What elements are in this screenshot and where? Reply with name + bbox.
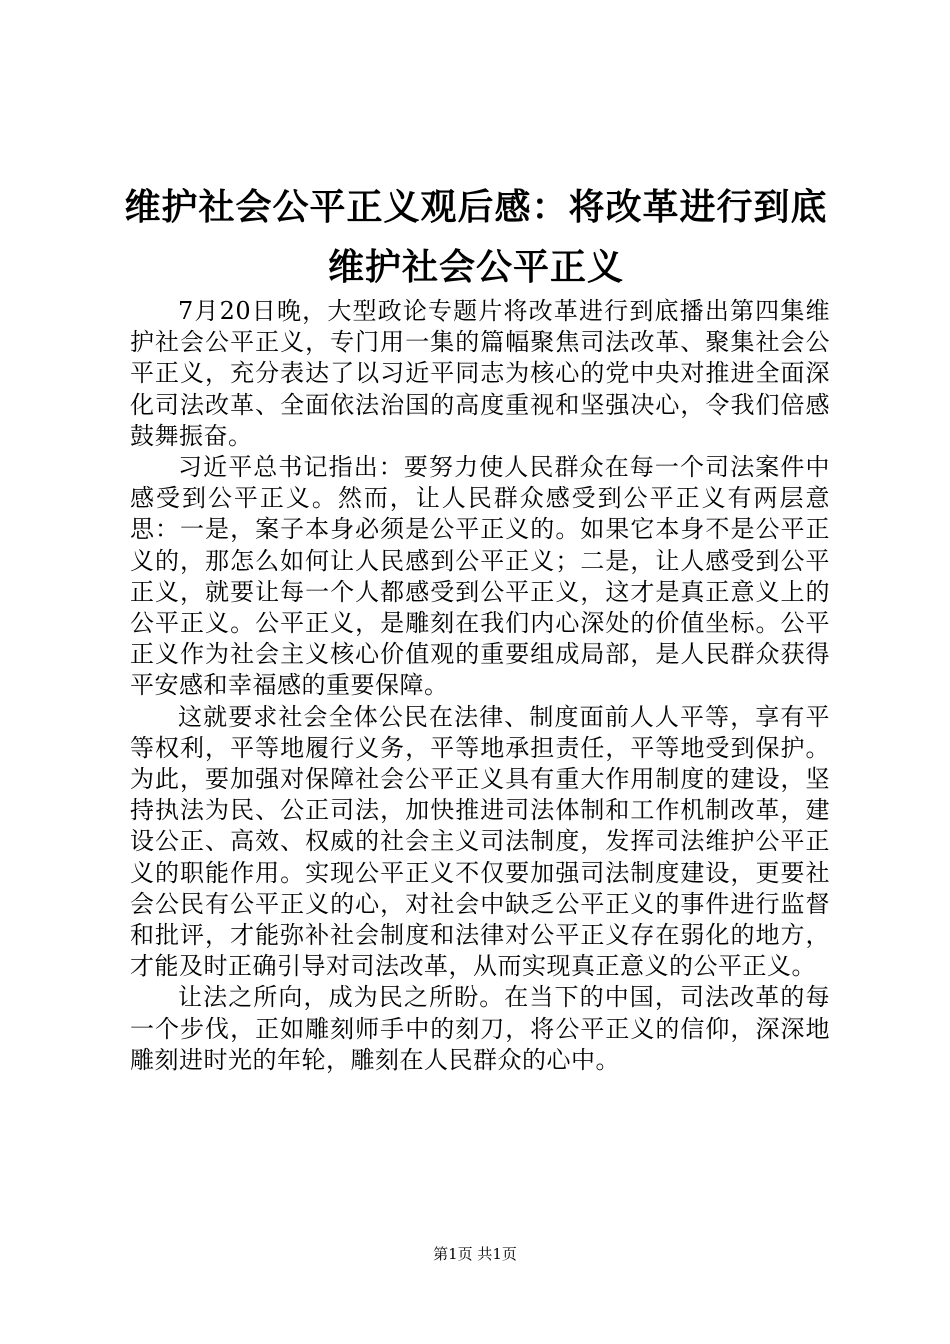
page-total: 共1页 [477,1245,517,1263]
document-body [130,296,830,1076]
page-footer [0,1244,950,1264]
paragraph: 让法之所向，成为民之所盼。在当下的中国，司法改革的每一个步伐，正如雕刻师手中的刻刀，将公平正义的信仰，深深地雕刻进时光的年轮，雕刻在人民群众的心中。 [130,983,830,1074]
paragraph: 7月20日晚，大型政论专题片将改革进行到底播出第四集维护社会公平正义，专门用一集的篇幅聚焦司法改革、聚集社会公平正义，充分表达了以习近平同志为核心的党中央对推进全面深化司法改革、全面依法治国的高度重视和坚强决心，令我们倍感鼓舞振奋。 [130,297,830,450]
paragraph: 这就要求社会全体公民在法律、制度面前人人平等，享有平等权利，平等地履行义务，平等地承担责任，平等地受到保护。为此，要加强对保障社会公平正义具有重大作用制度的建设，坚持执法为民、公正司法，加快推进司法体制和工作机制改革，建设公正、高效、权威的社会主义司法制度，发挥司法维护公平正义的职能作用。实现公平正义不仅要加强司法制度建设，更要社会公民有公平正义的心，对社会中缺乏公平正义的事件进行监督和批评，才能弥补社会制度和法律对公平正义存在弱化的地方，才能及时正确引导对司法改革，从而实现真正意义的公平正义。 [130,702,830,981]
page-number: 第1页 [433,1245,473,1263]
document-title: 维护社会公平正义观后感：将改革进行到底维护社会公平正义 [124,187,828,288]
paragraph: 习近平总书记指出：要努力使人民群众在每一个司法案件中感受到公平正义。然而，让人民群众感受到公平正义有两层意思：一是，案子本身必须是公平正义的。如果它本身不是公平正义的，那怎么如何让人民感到公平正义；二是，让人感受到公平正义，就要让每一个人都感受到公平正义，这才是真正意义上的公平正义。公平正义，是雕刻在我们内心深处的价值坐标。公平正义作为社会主义核心价值观的重要组成局部，是人民群众获得平安感和幸福感的重要保障。 [130,453,830,700]
